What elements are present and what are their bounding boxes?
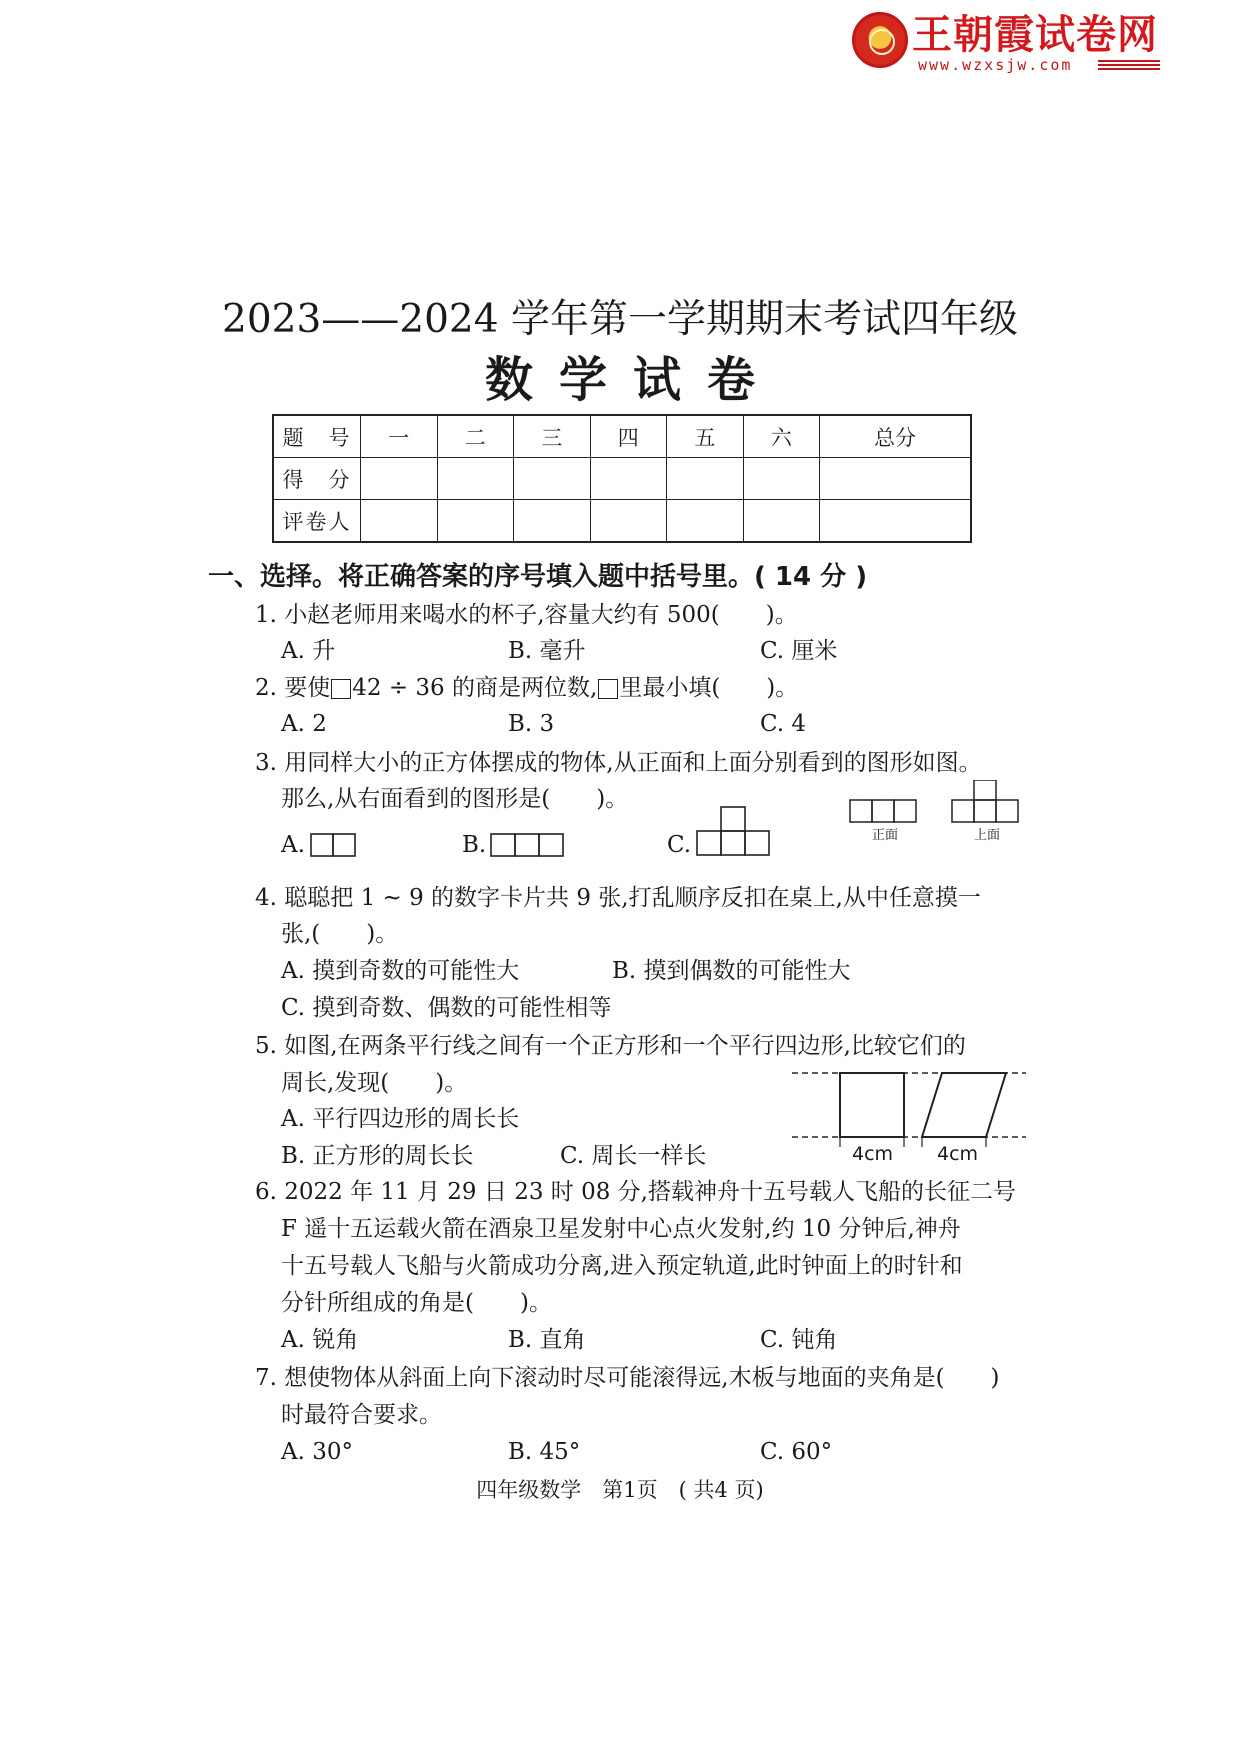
score-row-label: 得 分 xyxy=(273,458,361,500)
score-row xyxy=(273,458,971,500)
section-heading: 一、选择。将正确答案的序号填入题中括号里。( 14 分 ) xyxy=(208,562,868,592)
question-7-text-2: 时最符合要求。 xyxy=(281,1402,442,1428)
top-view-figure xyxy=(952,780,1018,822)
logo-name: 王朝霞试卷网 xyxy=(912,12,1158,58)
q5-parallel-lines-figure xyxy=(790,1065,1030,1153)
square-shape xyxy=(840,1073,904,1137)
score-header-cell: 四 xyxy=(590,415,667,458)
q2-option-b: B. 3 xyxy=(508,711,555,737)
q2-option-a: A. 2 xyxy=(281,711,327,737)
q4-option-c: C. 摸到奇数、偶数的可能性相等 xyxy=(281,995,612,1021)
front-view-label: 正面 xyxy=(872,828,899,843)
grader-row-label: 评卷人 xyxy=(273,500,361,543)
score-cell xyxy=(820,458,971,500)
q3-option-c-figure xyxy=(696,805,772,861)
parallelogram-side-label: 4cm xyxy=(937,1143,979,1165)
question-7-text: 7. 想使物体从斜面上向下滚动时尽可能滚得远,木板与地面的夹角是( ) xyxy=(255,1365,1000,1391)
score-cell xyxy=(361,458,438,500)
score-cell xyxy=(590,458,667,500)
q4-option-a: A. 摸到奇数的可能性大 xyxy=(281,958,520,984)
question-4-text-2: 张,( )。 xyxy=(281,921,399,947)
score-header-cell: 二 xyxy=(437,415,514,458)
score-header-cell: 总分 xyxy=(820,415,971,458)
grader-cell xyxy=(361,500,438,543)
question-4-text: 4. 聪聪把 1 ~ 9 的数字卡片共 9 张,打乱顺序反扣在桌上,从中任意摸一 xyxy=(255,885,981,911)
score-cell xyxy=(667,458,744,500)
question-1-text: 1. 小赵老师用来喝水的杯子,容量大约有 500( )。 xyxy=(255,602,798,628)
question-6-text-2: F 遥十五运载火箭在酒泉卫星发射中心点火发射,约 10 分钟后,神舟 xyxy=(281,1216,961,1242)
blank-square-icon xyxy=(331,679,351,699)
top-view-label: 上面 xyxy=(974,828,1001,843)
q3-option-c: C. xyxy=(667,832,692,858)
grader-cell xyxy=(667,500,744,543)
score-cell xyxy=(437,458,514,500)
score-header-cell: 五 xyxy=(667,415,744,458)
q2-option-c: C. 4 xyxy=(760,711,807,737)
q6-option-c: C. 钝角 xyxy=(760,1327,838,1353)
q5-option-a: A. 平行四边形的周长长 xyxy=(281,1106,520,1132)
q2-text-part1: 2. 要使 xyxy=(255,675,331,701)
page-footer: 四年级数学 第1页 ( 共4 页) xyxy=(476,1478,764,1502)
q1-option-a: A. 升 xyxy=(281,638,336,664)
q3-option-a-figure xyxy=(310,831,360,859)
q4-option-b: B. 摸到偶数的可能性大 xyxy=(612,958,851,984)
front-view-figure xyxy=(850,800,916,822)
logo-url[interactable]: www.wzxsjw.com xyxy=(918,56,1073,74)
grader-cell xyxy=(437,500,514,543)
score-table xyxy=(272,414,972,543)
q1-option-b: B. 毫升 xyxy=(508,638,586,664)
exam-subtitle: 数学试卷 xyxy=(484,352,781,408)
question-6-text-3: 十五号载人飞船与火箭成功分离,进入预定轨道,此时钟面上的时针和 xyxy=(281,1253,963,1279)
q3-option-a: A. xyxy=(281,832,305,858)
score-table-header-row xyxy=(273,415,971,458)
q2-text-part3: 里最小填( )。 xyxy=(619,675,799,701)
blank-square-icon xyxy=(598,679,618,699)
q7-option-a: A. 30° xyxy=(281,1439,353,1465)
score-cell xyxy=(514,458,591,500)
q6-option-b: B. 直角 xyxy=(508,1327,586,1353)
q7-option-b: B. 45° xyxy=(508,1439,581,1465)
logo-stripes-icon xyxy=(1098,60,1160,70)
question-3-text-2: 那么,从右面看到的图形是( )。 xyxy=(281,786,629,812)
logo-emblem-icon xyxy=(852,12,908,68)
question-5-text: 5. 如图,在两条平行线之间有一个正方形和一个平行四边形,比较它们的 xyxy=(255,1033,966,1059)
q6-option-a: A. 锐角 xyxy=(281,1327,359,1353)
q7-option-c: C. 60° xyxy=(760,1439,833,1465)
question-6-text-4: 分针所组成的角是( )。 xyxy=(281,1290,552,1316)
q1-option-c: C. 厘米 xyxy=(760,638,838,664)
q5-option-c: C. 周长一样长 xyxy=(560,1143,707,1169)
grader-cell xyxy=(820,500,971,543)
question-5-text-2: 周长,发现( )。 xyxy=(281,1070,468,1096)
q3-option-b-figure xyxy=(490,831,566,859)
question-2-text xyxy=(255,670,798,706)
grader-cell xyxy=(590,500,667,543)
score-header-cell: 三 xyxy=(514,415,591,458)
q3-option-b: B. xyxy=(462,832,487,858)
exam-title: 2023——2024 学年第一学期期末考试四年级 xyxy=(222,297,1018,342)
score-header-cell: 题 号 xyxy=(273,415,361,458)
parallelogram-shape xyxy=(922,1073,1006,1137)
question-3-text: 3. 用同样大小的正方体摆成的物体,从正面和上面分别看到的图形如图。 xyxy=(255,750,982,776)
grader-cell xyxy=(743,500,820,543)
score-header-cell: 一 xyxy=(361,415,438,458)
q5-option-b: B. 正方形的周长长 xyxy=(281,1143,474,1169)
grader-cell xyxy=(514,500,591,543)
grader-row xyxy=(273,500,971,543)
square-side-label: 4cm xyxy=(852,1143,894,1165)
question-6-text: 6. 2022 年 11 月 29 日 23 时 08 分,搭载神舟十五号载人飞船的长征二号 xyxy=(255,1179,1016,1205)
score-cell xyxy=(743,458,820,500)
q2-text-part2: 42 ÷ 36 的商是两位数, xyxy=(352,675,598,701)
score-header-cell: 六 xyxy=(743,415,820,458)
